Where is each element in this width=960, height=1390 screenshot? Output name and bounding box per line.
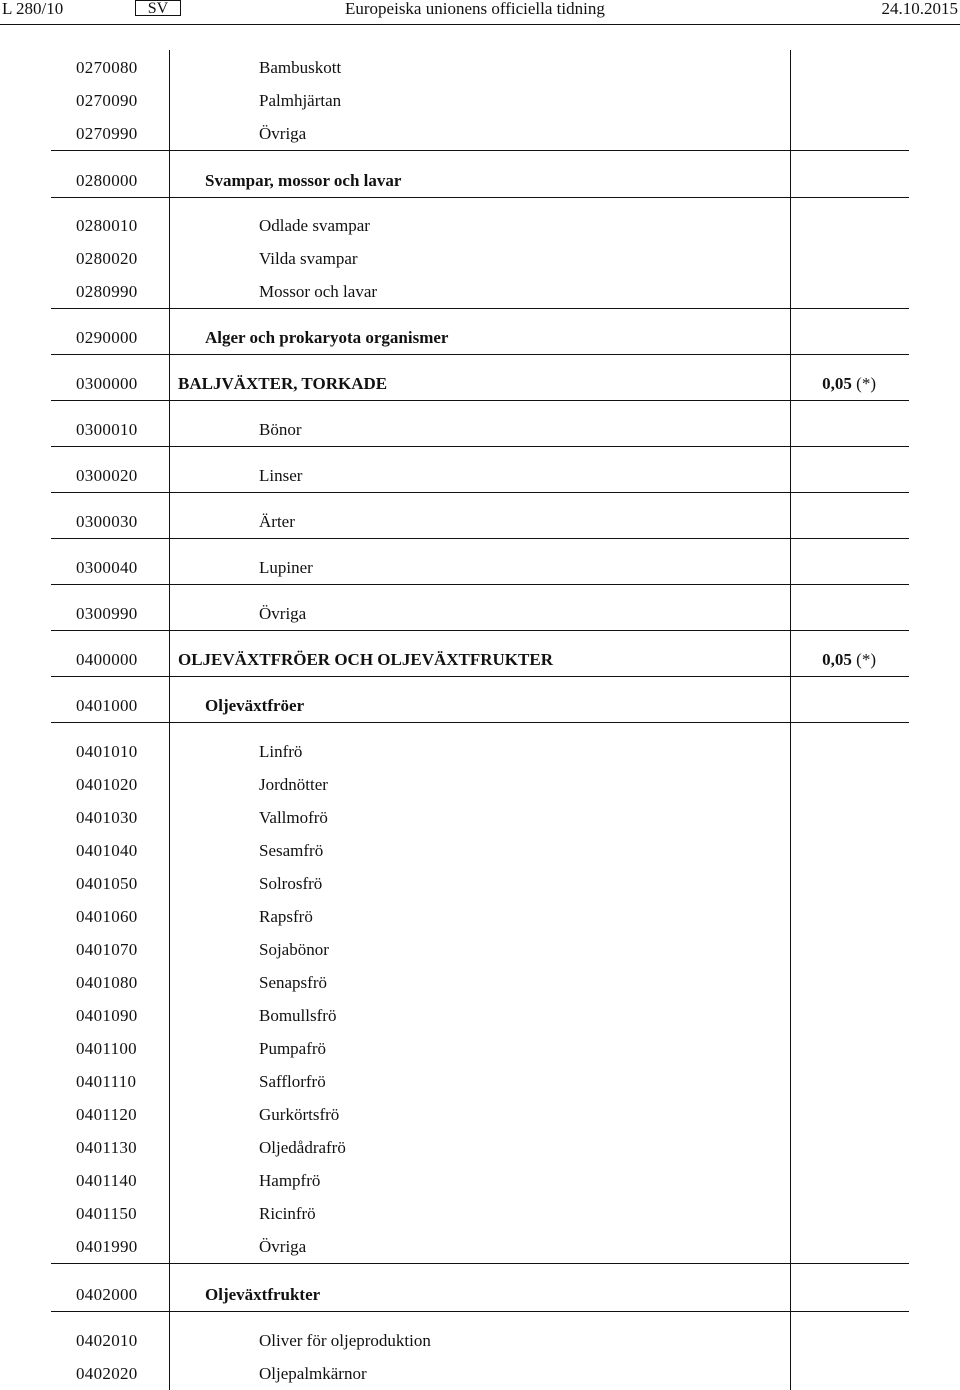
table-row — [51, 466, 909, 493]
mrl-footnote-marker: (*) — [856, 650, 876, 669]
table-row — [51, 1204, 909, 1230]
table-row — [51, 1138, 909, 1164]
table-row — [51, 249, 909, 275]
product-description: Safflorfrö — [259, 1072, 326, 1091]
product-description: Mossor och lavar — [259, 282, 378, 301]
table-row — [51, 1006, 909, 1032]
product-description: Övriga — [259, 124, 307, 143]
product-description: Hampfrö — [259, 1171, 321, 1190]
product-code: 0402000 — [76, 1285, 138, 1304]
product-code: 0401080 — [76, 973, 138, 992]
product-code: 0300000 — [76, 374, 138, 393]
product-code: 0401150 — [76, 1204, 137, 1223]
table-row — [51, 650, 909, 677]
page-header — [0, 0, 960, 24]
product-code: 0270080 — [76, 58, 138, 77]
table-row — [51, 420, 909, 447]
product-code: 0280020 — [76, 249, 138, 268]
table-row — [51, 742, 909, 768]
table-row — [51, 328, 909, 355]
mrl-cell — [822, 374, 876, 394]
product-description: Vallmofrö — [259, 808, 328, 827]
table-row — [51, 216, 909, 242]
product-description: Övriga — [259, 604, 307, 623]
language-badge: SV — [135, 0, 181, 16]
product-code: 0401050 — [76, 874, 138, 893]
product-description: Sesamfrö — [259, 841, 324, 860]
product-description: OLJEVÄXTFRÖER OCH OLJEVÄXTFRUKTER — [178, 650, 553, 669]
table-row — [51, 91, 909, 117]
journal-title: Europeiska unionens officiella tidning — [345, 0, 605, 18]
product-code: 0270990 — [76, 124, 138, 143]
table-row — [51, 841, 909, 867]
table-row — [51, 374, 909, 401]
product-description: Lupiner — [259, 558, 313, 577]
mrl-footnote-marker: (*) — [856, 374, 876, 393]
table-row — [51, 1237, 909, 1264]
product-description: Bomullsfrö — [259, 1006, 337, 1025]
table-row — [51, 58, 909, 84]
product-description: Ärter — [259, 512, 295, 531]
table-row — [51, 512, 909, 539]
product-code: 0401070 — [76, 940, 138, 959]
product-code: 0401040 — [76, 841, 138, 860]
table-row — [51, 940, 909, 966]
product-description: Oliver för oljeproduktion — [259, 1331, 431, 1350]
table-row — [51, 282, 909, 309]
product-code: 0401100 — [76, 1039, 137, 1058]
table-row — [51, 1364, 909, 1390]
table-row — [51, 696, 909, 723]
product-description: Linfrö — [259, 742, 303, 761]
product-description: Oljepalmkärnor — [259, 1364, 367, 1383]
product-description: Oljeväxtfrukter — [205, 1285, 321, 1304]
table-row — [51, 775, 909, 801]
product-code: 0401060 — [76, 907, 138, 926]
product-description: Övriga — [259, 1237, 307, 1256]
product-description: Oljeväxtfröer — [205, 696, 305, 715]
product-code: 0300030 — [76, 512, 138, 531]
product-description: Linser — [259, 466, 303, 485]
mrl-cell — [822, 650, 876, 670]
table-row — [51, 1171, 909, 1197]
product-description: Pumpafrö — [259, 1039, 327, 1058]
page-reference: L 280/10 — [2, 0, 64, 18]
product-code: 0280010 — [76, 216, 138, 235]
table-row — [51, 874, 909, 900]
table-row — [51, 1039, 909, 1065]
product-code: 0401110 — [76, 1072, 137, 1091]
product-code: 0280990 — [76, 282, 138, 301]
product-code: 0290000 — [76, 328, 138, 347]
product-code: 0300010 — [76, 420, 138, 439]
product-code: 0401130 — [76, 1138, 137, 1157]
product-description: Oljedådrafrö — [259, 1138, 346, 1157]
product-description: Ricinfrö — [259, 1204, 316, 1223]
product-code: 0300020 — [76, 466, 138, 485]
product-code: 0401010 — [76, 742, 138, 761]
table-row — [51, 1285, 909, 1312]
product-code: 0402020 — [76, 1364, 138, 1383]
product-code: 0401090 — [76, 1006, 138, 1025]
product-description: Bambuskott — [259, 58, 342, 77]
residue-limits-table — [51, 50, 909, 1390]
table-row — [51, 171, 909, 198]
product-description: Alger och prokaryota organismer — [205, 328, 449, 347]
publication-date: 24.10.2015 — [881, 0, 958, 18]
product-code: 0401120 — [76, 1105, 137, 1124]
table-row — [51, 124, 909, 151]
product-code: 0401020 — [76, 775, 138, 794]
product-code: 0280000 — [76, 171, 138, 190]
product-code: 0300040 — [76, 558, 138, 577]
header-rule — [0, 24, 960, 25]
table-row — [51, 907, 909, 933]
product-code: 0401990 — [76, 1237, 138, 1256]
product-description: Palmhjärtan — [259, 91, 342, 110]
product-description: Senapsfrö — [259, 973, 327, 992]
product-description: Vilda svampar — [259, 249, 358, 268]
product-description: Bönor — [259, 420, 302, 439]
product-description: Svampar, mossor och lavar — [205, 171, 402, 190]
product-description: Odlade svampar — [259, 216, 370, 235]
mrl-value: 0,05 — [822, 374, 852, 393]
table-row — [51, 1072, 909, 1098]
product-description: BALJVÄXTER, TORKADE — [178, 374, 388, 393]
product-code: 0401030 — [76, 808, 138, 827]
product-description: Jordnötter — [259, 775, 328, 794]
product-description: Rapsfrö — [259, 907, 313, 926]
product-code: 0270090 — [76, 91, 138, 110]
table-row — [51, 973, 909, 999]
table-row — [51, 808, 909, 834]
product-description: Solrosfrö — [259, 874, 323, 893]
table-row — [51, 558, 909, 585]
product-code: 0400000 — [76, 650, 138, 669]
table-row — [51, 1331, 909, 1357]
product-code: 0401140 — [76, 1171, 137, 1190]
product-code: 0402010 — [76, 1331, 138, 1350]
product-code: 0300990 — [76, 604, 138, 623]
mrl-value: 0,05 — [822, 650, 852, 669]
product-description: Sojabönor — [259, 940, 329, 959]
product-code: 0401000 — [76, 696, 138, 715]
table-row — [51, 604, 909, 631]
table-row — [51, 1105, 909, 1131]
product-description: Gurkörtsfrö — [259, 1105, 340, 1124]
